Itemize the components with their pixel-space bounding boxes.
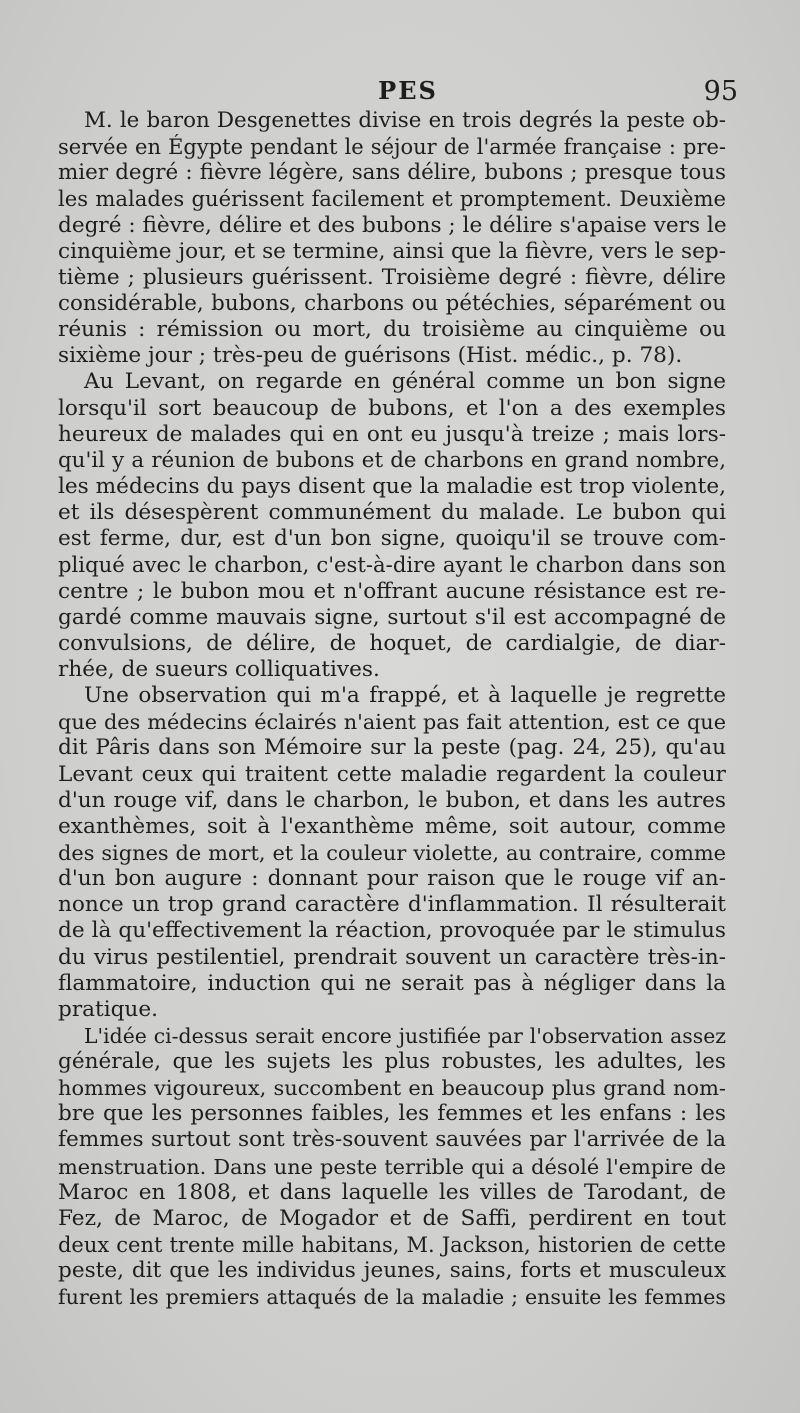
text-line: gardé comme mauvais signe, surtout s'il est accompagné de xyxy=(58,604,726,630)
text-line: Fez, de Maroc, de Mogador et de Saffi, perdirent en tout xyxy=(58,1205,726,1231)
text-line: considérable, bubons, charbons ou pétéchies, séparément ou xyxy=(58,290,726,316)
text-line: flammatoire, induction qui ne serait pas à négliger dans la xyxy=(58,970,726,996)
text-line: nonce un trop grand caractère d'inflammation. Il résulterait xyxy=(58,892,726,918)
text-line: femmes surtout sont très-souvent sauvées par l'arrivée de la xyxy=(58,1127,726,1153)
text-line: dit Pâris dans son Mémoire sur la peste (pag. 24, 25), qu'au xyxy=(58,735,726,761)
text-line: des signes de mort, et la couleur violette, au contraire, comme xyxy=(58,840,726,865)
text-line: exanthèmes, soit à l'exanthème même, soit autour, comme xyxy=(58,813,726,839)
text-line: d'un rouge vif, dans le charbon, le bubon, et dans les autres xyxy=(58,787,726,813)
text-line: que des médecins éclairés n'aient pas fait attention, est ce que xyxy=(58,710,726,735)
text-line: lorsqu'il sort beaucoup de bubons, et l'on a des exemples xyxy=(58,395,726,421)
text-line: hommes vigoureux, succombent en beaucoup plus grand nom- xyxy=(58,1076,726,1101)
text-line: deux cent trente mille habitans, M. Jackson, historien de cette xyxy=(58,1233,726,1258)
text-line: sixième jour ; très-peu de guérisons (Hist. médic., p. 78). xyxy=(58,343,683,369)
text-line: heureux de malades qui en ont eu jusqu'à treize ; mais lors- xyxy=(58,421,726,447)
paragraph-3 xyxy=(58,683,726,1023)
text-line: de là qu'effectivement la réaction, provoquée par le stimulus xyxy=(58,918,726,944)
text-line: Au Levant, on regarde en général comme un bon signe xyxy=(84,369,726,395)
text-line: degré : fièvre, délire et des bubons ; le délire s'apaise vers le xyxy=(58,212,727,238)
page-number: 95 xyxy=(703,76,738,107)
text-line: L'idée ci-dessus serait encore justifiée par l'observation assez xyxy=(84,1023,726,1048)
page-header xyxy=(78,76,738,108)
paragraph-1 xyxy=(58,108,726,369)
text-line: les malades guérissent facilement et promptement. Deuxième xyxy=(58,186,726,212)
paragraph-2 xyxy=(58,369,726,683)
text-line: qu'il y a réunion de bubons et de charbons en grand nombre, xyxy=(58,447,726,473)
text-line: mier degré : fièvre légère, sans délire, bubons ; presque tous xyxy=(58,160,726,186)
text-line: furent les premiers attaqués de la maladie ; ensuite les femmes xyxy=(58,1285,726,1310)
text-line: centre ; le bubon mou et n'offrant aucune résistance est re- xyxy=(58,578,726,604)
running-head: PES xyxy=(378,76,438,105)
text-line: et ils désespèrent communément du malade. Le bubon qui xyxy=(58,500,726,526)
text-line: rhée, de sueurs colliquatives. xyxy=(58,656,380,682)
text-line: servée en Égypte pendant le séjour de l'armée française : pre- xyxy=(58,134,726,160)
text-line: Levant ceux qui traitent cette maladie regardent la couleur xyxy=(58,761,726,787)
text-line: d'un bon augure : donnant pour raison que le rouge vif an- xyxy=(58,866,726,892)
text-line: les médecins du pays disent que la maladie est trop violente, xyxy=(58,473,726,499)
text-line: du virus pestilentiel, prendrait souvent un caractère très-in- xyxy=(58,944,726,970)
text-line: Une observation qui m'a frappé, et à laquelle je regrette xyxy=(84,683,726,709)
text-line: tième ; plusieurs guérissent. Troisième degré : fièvre, délire xyxy=(58,264,726,290)
text-line: bre que les personnes faibles, les femmes et les enfans : les xyxy=(58,1101,726,1127)
paragraph-4 xyxy=(58,1023,726,1311)
text-line: Maroc en 1808, et dans laquelle les villes de Tarodant, de xyxy=(58,1179,726,1205)
text-line: M. le baron Desgenettes divise en trois degrés la peste ob- xyxy=(84,108,726,133)
text-line: convulsions, de délire, de hoquet, de cardialgie, de diar- xyxy=(58,630,726,656)
text-line: cinquième jour, et se termine, ainsi que la fièvre, vers le sep- xyxy=(58,238,726,264)
text-line: pliqué avec le charbon, c'est-à-dire ayant le charbon dans son xyxy=(58,552,726,578)
text-line: pratique. xyxy=(58,996,158,1022)
body-text xyxy=(58,108,726,1310)
text-line: est ferme, dur, est d'un bon signe, quoiqu'il se trouve com- xyxy=(58,526,726,552)
text-line: peste, dit que les individus jeunes, sains, forts et musculeux xyxy=(58,1258,726,1284)
text-line: générale, que les sujets les plus robustes, les adultes, les xyxy=(58,1049,726,1075)
text-line: menstruation. Dans une peste terrible qui a désolé l'empire de xyxy=(58,1154,726,1179)
text-line: réunis : rémission ou mort, du troisième au cinquième ou xyxy=(58,317,726,343)
